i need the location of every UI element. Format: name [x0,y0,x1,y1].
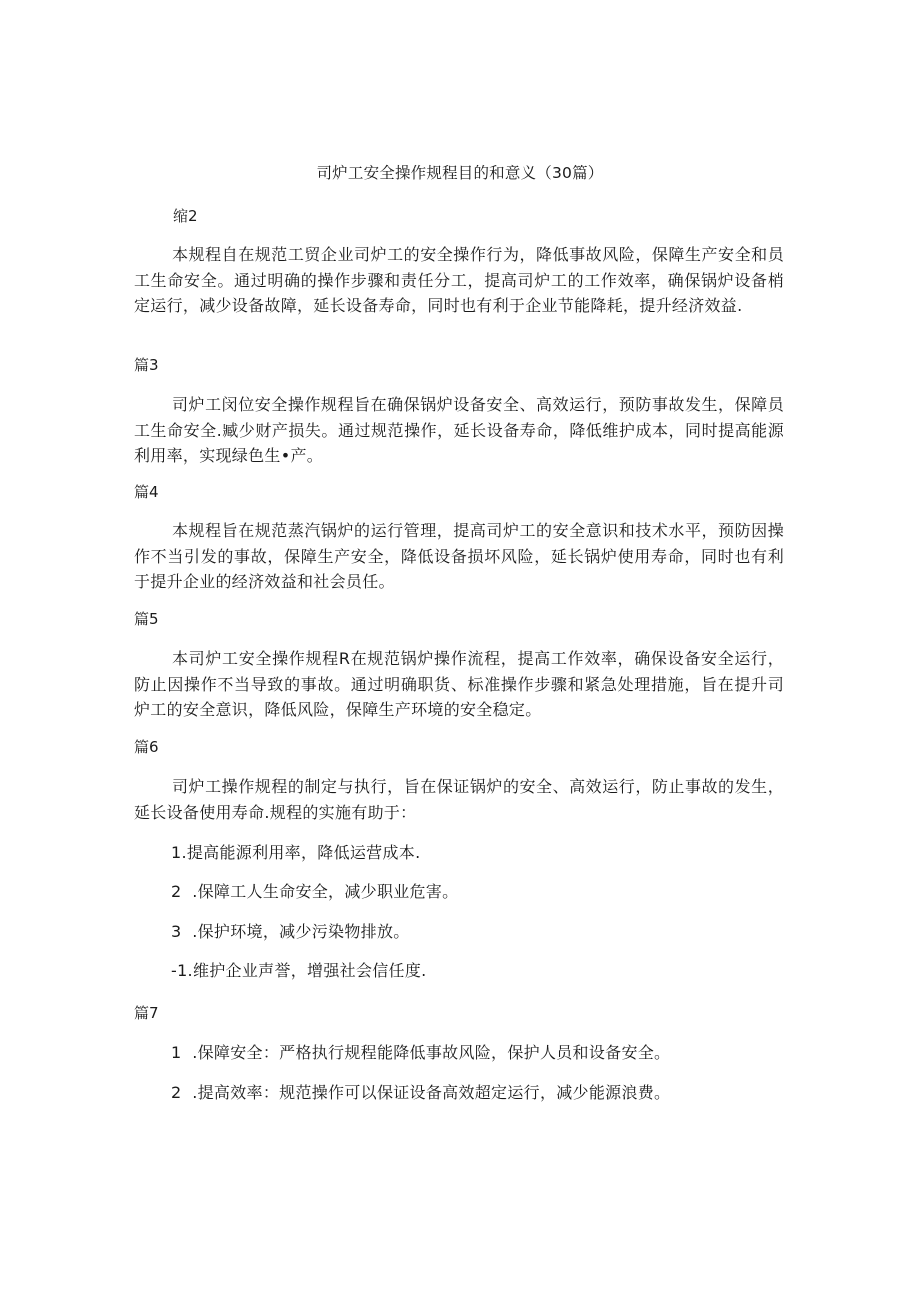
section-paragraph: 本规程旨在规范蒸汽锅炉的运行管理，提高司炉工的安全意识和技术水平，预防因操作不当引发的事故，保障生产安全，降低设备损坏风险，延长锅炉使用寿命，同时也有利于提升企业的经济效益和社会员任。 [134,521,784,591]
section-paragraph: 司炉工闵位安全操作规程旨在确保锅炉设备安全、高效运行，预防事故发生，保障员工生命安全.臧少财产损失。通过规范操作，延长设备寿命，降低维护成本，同时提高能源利用率，实现绿色生•产。 [134,395,784,465]
list-item: 1.提高能源利用率，降低运营成本. [171,843,421,862]
section-heading: 篇5 [134,610,159,628]
section-paragraph: 本规程自在规范工贸企业司炉工的安全操作行为，降低事故风险，保障生产安全和员工生命安全。通过明确的操作步骤和责任分工，提高司炉工的工作效率，确保锅炉设备梢定运行，减少设备故障，延长设备寿命，同时也有利于企业节能降耗，提升经济效益. [134,245,784,315]
list-item: -1.维护企业声誉，增强社会信任度. [171,961,427,980]
section-paragraph: 本司炉工安全操作规程R在规范锅炉操作流程，提高工作效率，确保设备安全运行，防止因操作不当导致的事故。通过明确职货、标准操作步骤和紧急处理措施，旨在提升司炉工的安全意识，降低风险，保障生产环境的安全稳定。 [134,649,784,719]
list-item: 2 .保障工人生命安全，减少职业危害。 [171,882,459,901]
list-item: 1 .保障安全：严格执行规程能降低事故风险，保护人员和设备安全。 [171,1043,671,1062]
section-heading: 缩2 [173,207,198,225]
section-heading: 篇3 [134,356,159,374]
document-title: 司炉工安全操作规程目的和意义（30篇） [316,164,604,182]
section-heading: 篇4 [134,483,159,501]
section-paragraph: 司炉工操作规程的制定与执行，旨在保证锅炉的安全、高效运行，防止事故的发生，延长设备使用寿命.规程的实施有助于： [134,777,784,822]
list-item: 2 .提高效率：规范操作可以保证设备高效超定运行，减少能源浪费。 [171,1083,671,1102]
section-heading: 篇7 [134,1004,159,1022]
list-item: 3 .保护环境，减少污染物排放。 [171,922,410,941]
section-heading: 篇6 [134,738,159,756]
